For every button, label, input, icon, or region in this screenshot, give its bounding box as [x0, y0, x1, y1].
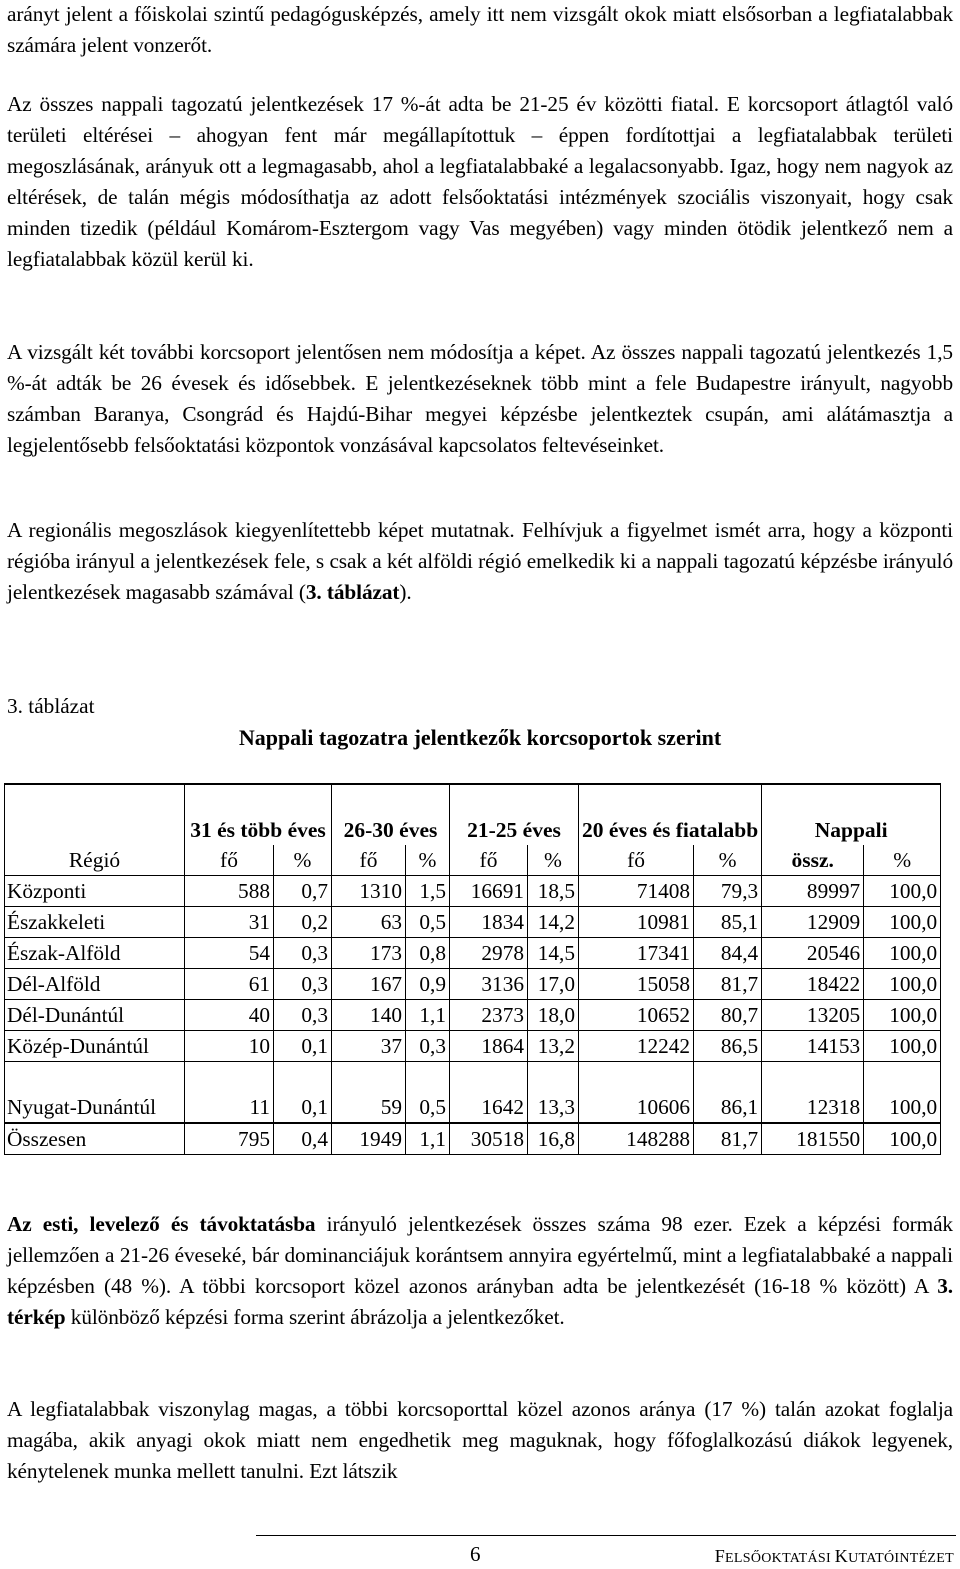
region-name: Észak-Alföld — [5, 938, 185, 969]
cell: 81,7 — [694, 1123, 762, 1155]
cell: 0,3 — [406, 1031, 450, 1062]
unit-pct: % — [694, 845, 762, 876]
cell: 86,5 — [694, 1031, 762, 1062]
cell: 54 — [185, 938, 274, 969]
paragraph-5-text: irányuló jelentkezések összes száma 98 ezer. Ezek a képzési formák jellemzően a 21-26 éveseké, bár dominanciájuk korántsem annyira egyértelmű, mint a legfiatalabbaké a nappali képzésben (48 %). A többi korcsoport közel azonos arányban adta be jelentkezését (16-18 % között) A — [7, 1212, 953, 1298]
cell: 17341 — [579, 938, 694, 969]
group-header-26-30: 26-30 éves — [332, 784, 450, 845]
cell: 140 — [332, 1000, 406, 1031]
table-unit-header-row — [5, 845, 941, 876]
cell: 15058 — [579, 969, 694, 1000]
region-name: Északkeleti — [5, 907, 185, 938]
cell: 0,4 — [274, 1123, 332, 1155]
paragraph-4-end: ). — [399, 580, 412, 604]
table-row — [5, 938, 941, 969]
cell: 0,3 — [274, 969, 332, 1000]
institute-name-part-1: ELSŐOKTATÁSI — [725, 1551, 835, 1566]
cell: 12242 — [579, 1031, 694, 1062]
cell: 71408 — [579, 876, 694, 907]
cell: 0,1 — [274, 1062, 332, 1124]
cell: 79,3 — [694, 876, 762, 907]
region-name: Központi — [5, 876, 185, 907]
cell: 16691 — [450, 876, 528, 907]
cell: 59 — [332, 1062, 406, 1124]
paragraph-4 — [7, 515, 953, 608]
cell: 1310 — [332, 876, 406, 907]
cell: 13,3 — [528, 1062, 579, 1124]
cell: 1,5 — [406, 876, 450, 907]
footer-divider — [256, 1535, 956, 1536]
table-title: Nappali tagozatra jelentkezők korcsoportok szerint — [238, 725, 722, 750]
footer-institute — [715, 1546, 954, 1567]
region-header: Régió — [5, 845, 185, 876]
cell: 100,0 — [864, 876, 941, 907]
cell: 588 — [185, 876, 274, 907]
unit-count: fő — [579, 845, 694, 876]
cell: 18,0 — [528, 1000, 579, 1031]
cell: 14153 — [762, 1031, 864, 1062]
table-caption: 3. táblázat — [7, 694, 95, 718]
cell: 10652 — [579, 1000, 694, 1031]
region-name: Nyugat-Dunántúl — [5, 1062, 185, 1124]
cell: 2373 — [450, 1000, 528, 1031]
cell: 0,5 — [406, 1062, 450, 1124]
cell: 100,0 — [864, 1123, 941, 1155]
cell: 85,1 — [694, 907, 762, 938]
paragraph-3: A vizsgált két további korcsoport jelentősen nem módosítja a képet. Az összes nappali tagozatú jelentkezés 1,5 %-át adták be 26 évesek és idősebbek. E jelentkezéseknek több mint a fele Budapestre irányult, nagyobb számban Baranya, Csongrád és Hajdú-Bihar megyei képzésbe jelentkeztek csupán, ami alátámasztja a legjelentősebb felsőoktatási központok vonzásával kapcsolatos feltevéseinket. — [7, 340, 953, 457]
paragraph-4-text: A regionális megoszlások kiegyenlítettebb képet mutatnak. Felhívjuk a figyelmet ismét arra, hogy a központi régióba irányul a jelentkezések fele, s csak a két alföldi régió emelkedik ki a nappali tagozatú képzésbe irányuló jelentkezések magasabb számával ( — [7, 518, 953, 604]
group-header-nappali: Nappali — [762, 784, 941, 845]
cell: 20546 — [762, 938, 864, 969]
cell: 0,3 — [274, 1000, 332, 1031]
region-name: Közép-Dunántúl — [5, 1031, 185, 1062]
paragraph-5-lead: Az esti, levelező és távoktatásba — [7, 1212, 316, 1236]
cell: 0,9 — [406, 969, 450, 1000]
group-header-20-under: 20 éves és fiatalabb — [579, 784, 762, 845]
cell: 86,1 — [694, 1062, 762, 1124]
cell: 13,2 — [528, 1031, 579, 1062]
table-row — [5, 876, 941, 907]
cell: 0,7 — [274, 876, 332, 907]
paragraph-5 — [7, 1209, 953, 1333]
table-row — [5, 1062, 941, 1124]
map-reference: 3. térkép — [7, 1274, 953, 1329]
unit-pct: % — [864, 845, 941, 876]
unit-total: össz. — [762, 845, 864, 876]
paragraph-2: Az összes nappali tagozatú jelentkezések 17 %-át adta be 21-25 év közötti fiatal. E korcsoport átlagtól való területi eltérései – ahogyan fent már megállapítottuk – éppen fordítottjai a legfiatalabbak területi megoszlásának, arányuk ott a legmagasabb, ahol a legfiatalabbaké a legalacsonyabb. Igaz, hogy nem nagyok az eltérések, de talán mégis módosíthatja az adott felsőoktatási intézmények szociális viszonyait, hogy csak minden tizedik (például Komárom-Esztergom vagy Vas megyében) vagy minden ötödik jelentkező nem a legfiatalabbak közül kerül ki. — [7, 92, 953, 271]
cell: 100,0 — [864, 938, 941, 969]
cell: 10606 — [579, 1062, 694, 1124]
group-header-21-25: 21-25 éves — [450, 784, 579, 845]
institute-initial-k: K — [834, 1546, 849, 1566]
cell: 63 — [332, 907, 406, 938]
cell: 14,2 — [528, 907, 579, 938]
cell: 10 — [185, 1031, 274, 1062]
table-reference: 3. táblázat — [305, 580, 400, 604]
cell: 81,7 — [694, 969, 762, 1000]
paragraph-6: A legfiatalabbak viszonylag magas, a többi korcsoporttal közel azonos aránya (17 %) talán azokat foglalja magába, akik anyagi okok miatt nem engedhetik meg maguknak, hogy főfoglalkozású diákok legyenek, kénytelenek munka mellett tanulni. Ezt látszik — [7, 1397, 953, 1483]
cell: 0,2 — [274, 907, 332, 938]
region-age-table — [4, 783, 941, 1155]
cell: 80,7 — [694, 1000, 762, 1031]
cell: 89997 — [762, 876, 864, 907]
cell: 10981 — [579, 907, 694, 938]
cell: 40 — [185, 1000, 274, 1031]
unit-pct: % — [406, 845, 450, 876]
cell: 31 — [185, 907, 274, 938]
group-header-31plus: 31 és több éves — [185, 784, 332, 845]
unit-pct: % — [528, 845, 579, 876]
cell: 1,1 — [406, 1000, 450, 1031]
cell: 100,0 — [864, 1031, 941, 1062]
cell: 84,4 — [694, 938, 762, 969]
cell: 1,1 — [406, 1123, 450, 1155]
cell: 14,5 — [528, 938, 579, 969]
cell: 1834 — [450, 907, 528, 938]
cell: 12318 — [762, 1062, 864, 1124]
page-number: 6 — [470, 1542, 481, 1566]
table-row — [5, 1031, 941, 1062]
cell: 2978 — [450, 938, 528, 969]
unit-count: fő — [185, 845, 274, 876]
unit-count: fő — [450, 845, 528, 876]
cell: 100,0 — [864, 969, 941, 1000]
paragraph-5-end: különböző képzési forma szerint ábrázolja a jelentkezőket. — [65, 1305, 565, 1329]
region-name: Dél-Dunántúl — [5, 1000, 185, 1031]
region-name: Összesen — [5, 1123, 185, 1155]
institute-name-part-2: UTATÓINTÉZET — [848, 1551, 954, 1566]
table-group-header-row — [5, 784, 941, 845]
cell: 37 — [332, 1031, 406, 1062]
cell: 100,0 — [864, 907, 941, 938]
cell: 0,3 — [274, 938, 332, 969]
cell: 1642 — [450, 1062, 528, 1124]
cell: 181550 — [762, 1123, 864, 1155]
cell: 173 — [332, 938, 406, 969]
unit-pct: % — [274, 845, 332, 876]
cell: 148288 — [579, 1123, 694, 1155]
cell: 13205 — [762, 1000, 864, 1031]
cell: 16,8 — [528, 1123, 579, 1155]
cell: 100,0 — [864, 1062, 941, 1124]
cell: 12909 — [762, 907, 864, 938]
region-name: Dél-Alföld — [5, 969, 185, 1000]
cell: 1864 — [450, 1031, 528, 1062]
table-total-row — [5, 1123, 941, 1155]
cell: 61 — [185, 969, 274, 1000]
cell: 167 — [332, 969, 406, 1000]
unit-count: fő — [332, 845, 406, 876]
cell: 11 — [185, 1062, 274, 1124]
cell: 18,5 — [528, 876, 579, 907]
table-row — [5, 969, 941, 1000]
cell: 17,0 — [528, 969, 579, 1000]
cell: 1949 — [332, 1123, 406, 1155]
table-row — [5, 1000, 941, 1031]
table-row — [5, 907, 941, 938]
paragraph-1: arányt jelent a főiskolai szintű pedagógusképzés, amely itt nem vizsgált okok miatt elsősorban a legfiatalabbak számára jelent vonzerőt. — [7, 2, 953, 57]
cell: 795 — [185, 1123, 274, 1155]
institute-initial-f: F — [714, 1546, 726, 1566]
cell: 0,1 — [274, 1031, 332, 1062]
cell: 0,8 — [406, 938, 450, 969]
cell: 100,0 — [864, 1000, 941, 1031]
cell: 30518 — [450, 1123, 528, 1155]
cell: 18422 — [762, 969, 864, 1000]
cell: 0,5 — [406, 907, 450, 938]
cell: 3136 — [450, 969, 528, 1000]
